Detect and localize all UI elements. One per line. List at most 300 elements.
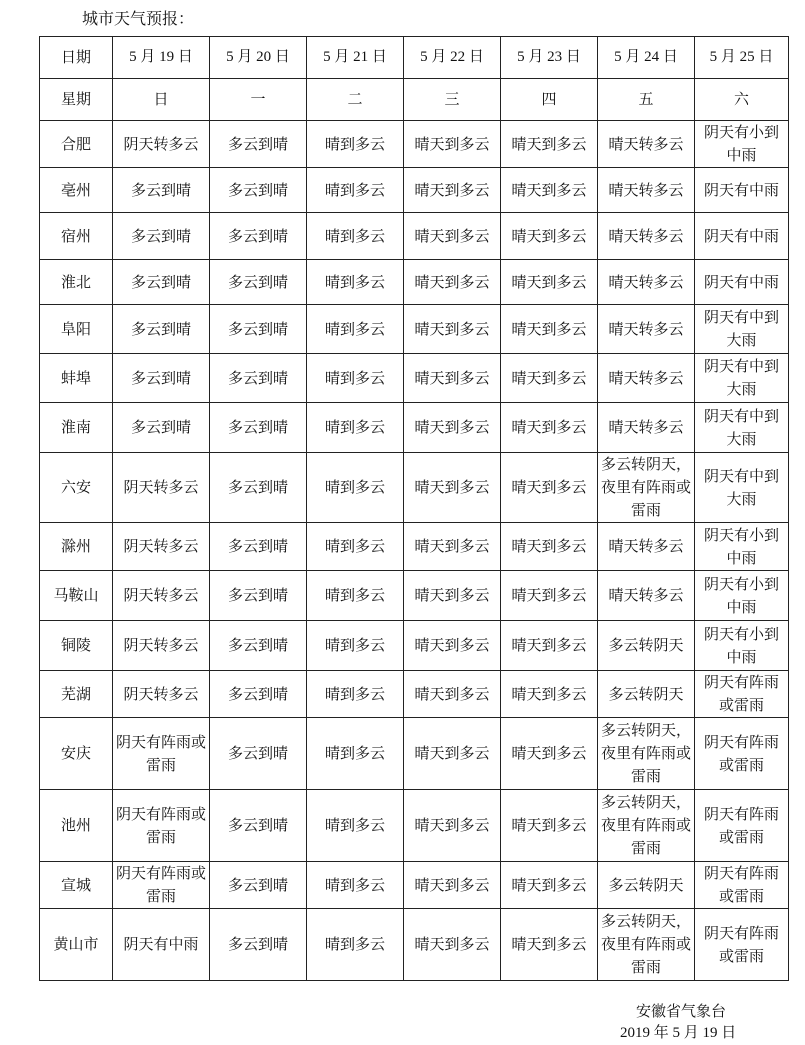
- forecast-cell-text: 多云到晴: [130, 418, 191, 436]
- city-name-cell-text: 滁州: [60, 537, 91, 555]
- forecast-cell: [598, 354, 695, 403]
- forecast-cell: [598, 790, 695, 862]
- date-cell: [307, 37, 404, 79]
- forecast-cell: [404, 453, 501, 523]
- forecast-cell: [501, 121, 598, 168]
- city-name-cell: [40, 523, 113, 571]
- forecast-cell-text: 晴天到多云: [511, 134, 587, 153]
- city-name-cell-text: 宿州: [60, 226, 91, 245]
- date-cell: [113, 37, 210, 79]
- forecast-cell-text: 晴天到多云: [414, 180, 490, 199]
- forecast-cell: [404, 909, 501, 981]
- forecast-cell-text: 晴天到多云: [414, 418, 490, 436]
- weekday-cell: [695, 79, 789, 121]
- city-name-cell-text: 池州: [60, 816, 91, 834]
- forecast-cell-text: 阴天转多云: [123, 134, 199, 153]
- forecast-cell: [113, 260, 210, 305]
- forecast-cell-text: 阴天有中雨: [123, 935, 199, 953]
- forecast-cell-text: 阴天有中雨: [703, 226, 779, 245]
- forecast-cell-text: 晴天到多云: [414, 134, 490, 153]
- forecast-cell-text: 阴天转多云: [123, 586, 199, 604]
- table-row: [40, 862, 789, 909]
- forecast-cell-text: 晴到多云: [324, 226, 385, 245]
- forecast-cell: [695, 790, 789, 862]
- forecast-cell-text: 阴天有中雨: [703, 272, 779, 291]
- weekday-cell-text: 一: [250, 90, 266, 108]
- weekday-cell: [210, 79, 307, 121]
- forecast-cell-text: 晴天到多云: [414, 478, 490, 496]
- forecast-cell-text: 阴天转多云: [123, 478, 199, 496]
- row-label-date: [40, 37, 113, 79]
- forecast-cell: [113, 718, 210, 790]
- forecast-cell: [210, 354, 307, 403]
- forecast-cell: [695, 571, 789, 621]
- forecast-cell: [695, 403, 789, 453]
- forecast-cell-text: 阴天有小到中雨: [703, 525, 779, 567]
- forecast-cell-text: 多云转阴天: [608, 875, 684, 894]
- document-title: 城市天气预报：: [82, 9, 195, 28]
- forecast-cell: [113, 213, 210, 260]
- date-cell: [404, 37, 501, 79]
- forecast-cell-text: 晴天到多云: [414, 636, 490, 654]
- forecast-cell-text: 多云转阴天，夜里有阵雨或雷雨: [600, 455, 691, 519]
- city-name-cell-text: 六安: [60, 478, 91, 496]
- weekday-header-row: [40, 79, 789, 121]
- city-name-cell-text: 亳州: [60, 180, 91, 199]
- forecast-cell-text: 多云转阴天，夜里有阵雨或雷雨: [600, 721, 691, 785]
- forecast-cell-text: 多云到晴: [130, 272, 191, 291]
- forecast-cell-text: 多云到晴: [227, 684, 288, 703]
- forecast-cell-text: 阴天有阵雨或雷雨: [703, 804, 779, 846]
- forecast-cell-text: 多云转阴天，夜里有阵雨或雷雨: [600, 793, 691, 857]
- city-name-cell-text: 宣城: [60, 875, 91, 894]
- city-name-cell: [40, 621, 113, 671]
- row-label-weekday: [40, 79, 113, 121]
- city-name-cell: [40, 790, 113, 862]
- city-name-cell-text: 马鞍山: [53, 586, 99, 604]
- forecast-cell-text: 晴天到多云: [511, 226, 587, 245]
- forecast-cell: [501, 909, 598, 981]
- forecast-cell-text: 晴到多云: [324, 418, 385, 436]
- table-row: [40, 909, 789, 981]
- forecast-cell: [404, 671, 501, 718]
- forecast-cell: [113, 621, 210, 671]
- table-row: [40, 354, 789, 403]
- forecast-cell-text: 多云到晴: [130, 180, 191, 199]
- forecast-cell-text: 晴天到多云: [511, 875, 587, 894]
- forecast-cell: [598, 305, 695, 354]
- forecast-cell-text: 阴天有小到中雨: [703, 574, 779, 616]
- forecast-cell: [598, 121, 695, 168]
- forecast-cell-text: 晴天到多云: [414, 875, 490, 894]
- forecast-cell-text: 多云到晴: [227, 636, 288, 654]
- forecast-cell: [598, 718, 695, 790]
- forecast-cell: [307, 621, 404, 671]
- forecast-cell-text: 晴天转多云: [608, 586, 684, 604]
- forecast-cell: [501, 621, 598, 671]
- forecast-cell: [695, 453, 789, 523]
- forecast-cell-text: 晴天转多云: [608, 272, 684, 291]
- forecast-cell: [307, 671, 404, 718]
- forecast-cell: [404, 354, 501, 403]
- forecast-cell-text: 阴天有阵雨或雷雨: [703, 923, 779, 965]
- forecast-cell-text: 晴天到多云: [511, 537, 587, 555]
- issuing-organization: 安徽省气象台: [636, 1002, 727, 1020]
- forecast-cell-text: 阴天有中到大雨: [703, 406, 779, 448]
- forecast-cell-text: 晴天到多云: [414, 816, 490, 834]
- forecast-cell: [113, 671, 210, 718]
- city-name-cell: [40, 213, 113, 260]
- issue-date: 2019 年 5 月 19 日: [620, 1025, 737, 1041]
- city-name-cell: [40, 718, 113, 790]
- table-row: [40, 168, 789, 213]
- forecast-cell: [404, 790, 501, 862]
- forecast-cell: [307, 718, 404, 790]
- table-row: [40, 213, 789, 260]
- date-cell: [598, 37, 695, 79]
- forecast-cell-text: 晴天到多云: [414, 319, 490, 338]
- forecast-cell: [307, 523, 404, 571]
- forecast-cell: [598, 671, 695, 718]
- forecast-cell-text: 晴天到多云: [414, 935, 490, 953]
- forecast-cell-text: 晴到多云: [324, 935, 385, 953]
- forecast-cell: [695, 523, 789, 571]
- forecast-cell-text: 晴到多云: [324, 478, 385, 496]
- forecast-cell-text: 晴天到多云: [511, 418, 587, 436]
- forecast-cell: [404, 260, 501, 305]
- forecast-cell: [501, 213, 598, 260]
- forecast-cell: [501, 718, 598, 790]
- table-row: [40, 621, 789, 671]
- forecast-cell: [210, 121, 307, 168]
- forecast-cell: [113, 790, 210, 862]
- forecast-cell: [501, 862, 598, 909]
- forecast-cell: [113, 403, 210, 453]
- forecast-cell: [501, 354, 598, 403]
- forecast-cell-text: 晴天到多云: [414, 368, 490, 387]
- forecast-cell-text: 多云到晴: [227, 319, 288, 338]
- forecast-cell-text: 晴到多云: [324, 272, 385, 291]
- forecast-cell: [307, 909, 404, 981]
- forecast-cell-text: 多云到晴: [227, 744, 288, 762]
- forecast-cell-text: 晴天转多云: [608, 368, 684, 387]
- weekday-cell: [598, 79, 695, 121]
- weekday-cell-text: 五: [638, 90, 654, 108]
- forecast-cell: [695, 305, 789, 354]
- forecast-cell: [598, 168, 695, 213]
- forecast-cell-text: 阴天转多云: [123, 636, 199, 654]
- forecast-cell: [598, 403, 695, 453]
- table-row: [40, 718, 789, 790]
- city-name-cell: [40, 571, 113, 621]
- forecast-cell: [501, 453, 598, 523]
- forecast-cell: [113, 168, 210, 213]
- forecast-cell-text: 晴天到多云: [414, 744, 490, 762]
- table-row: [40, 260, 789, 305]
- forecast-cell-text: 晴到多云: [324, 586, 385, 604]
- forecast-cell-text: 阴天有小到中雨: [703, 123, 779, 164]
- forecast-cell: [695, 909, 789, 981]
- forecast-cell: [404, 121, 501, 168]
- forecast-cell: [210, 168, 307, 213]
- forecast-cell: [210, 671, 307, 718]
- forecast-cell: [404, 718, 501, 790]
- forecast-cell: [501, 523, 598, 571]
- city-name-cell-text: 淮南: [60, 418, 91, 436]
- forecast-cell-text: 晴天转多云: [608, 134, 684, 153]
- forecast-cell-text: 多云到晴: [130, 368, 191, 387]
- weekday-cell: [113, 79, 210, 121]
- city-name-cell-text: 合肥: [60, 134, 91, 153]
- table-row: [40, 403, 789, 453]
- forecast-cell: [404, 523, 501, 571]
- forecast-cell: [404, 862, 501, 909]
- date-cell: [501, 37, 598, 79]
- forecast-cell: [404, 305, 501, 354]
- forecast-cell-text: 晴天到多云: [511, 319, 587, 338]
- forecast-cell-text: 晴天转多云: [608, 226, 684, 245]
- city-name-cell-text: 蚌埠: [60, 368, 91, 387]
- forecast-cell: [404, 621, 501, 671]
- date-cell-text: 5 月 25 日: [709, 49, 774, 65]
- forecast-cell: [598, 453, 695, 523]
- date-header-row: [40, 37, 789, 79]
- forecast-cell: [598, 260, 695, 305]
- city-name-cell-text: 淮北: [60, 272, 91, 291]
- forecast-cell-text: 多云到晴: [227, 478, 288, 496]
- forecast-cell: [501, 790, 598, 862]
- forecast-cell-text: 晴到多云: [324, 368, 385, 387]
- forecast-cell: [210, 571, 307, 621]
- forecast-cell-text: 阴天有中到大雨: [703, 466, 779, 508]
- city-name-cell: [40, 671, 113, 718]
- forecast-cell-text: 晴天到多云: [511, 586, 587, 604]
- forecast-cell: [210, 862, 307, 909]
- date-cell-text: 5 月 24 日: [614, 49, 678, 65]
- date-cell-text: 5 月 21 日: [323, 49, 387, 65]
- forecast-cell-text: 阴天有阵雨或雷雨: [115, 864, 206, 905]
- table-row: [40, 121, 789, 168]
- date-cell-text: 5 月 23 日: [517, 49, 581, 65]
- forecast-cell-text: 阴天转多云: [123, 684, 199, 703]
- forecast-cell: [307, 354, 404, 403]
- table-row: [40, 523, 789, 571]
- forecast-cell-text: 多云到晴: [130, 226, 191, 245]
- table-row: [40, 453, 789, 523]
- forecast-cell-text: 晴天转多云: [608, 418, 684, 436]
- forecast-cell: [210, 718, 307, 790]
- forecast-cell-text: 晴到多云: [324, 636, 385, 654]
- forecast-cell: [307, 168, 404, 213]
- forecast-cell-text: 阴天有小到中雨: [703, 624, 779, 666]
- table-row: [40, 305, 789, 354]
- forecast-cell: [113, 453, 210, 523]
- forecast-cell-text: 多云到晴: [227, 134, 288, 153]
- weekday-cell-text: 日: [153, 90, 169, 108]
- forecast-cell-text: 多云到晴: [227, 272, 288, 291]
- row-label-weekday-text: 星期: [60, 90, 91, 108]
- forecast-cell: [501, 168, 598, 213]
- forecast-cell-text: 阴天转多云: [123, 537, 199, 555]
- forecast-cell: [598, 213, 695, 260]
- forecast-cell-text: 晴天到多云: [414, 226, 490, 245]
- forecast-cell-text: 晴天到多云: [511, 478, 587, 496]
- weekday-cell-text: 六: [733, 90, 749, 108]
- forecast-cell-text: 多云转阴天: [608, 684, 684, 703]
- forecast-cell-text: 晴到多云: [324, 134, 385, 153]
- forecast-cell: [113, 862, 210, 909]
- city-name-cell: [40, 403, 113, 453]
- forecast-cell: [695, 621, 789, 671]
- forecast-cell-text: 晴到多云: [324, 319, 385, 338]
- forecast-cell-text: 阴天有阵雨或雷雨: [115, 732, 206, 774]
- forecast-cell-text: 多云到晴: [227, 368, 288, 387]
- forecast-cell-text: 晴到多云: [324, 684, 385, 703]
- forecast-cell-text: 晴天到多云: [511, 744, 587, 762]
- forecast-cell: [113, 571, 210, 621]
- forecast-cell: [307, 571, 404, 621]
- forecast-cell-text: 多云到晴: [227, 537, 288, 555]
- date-cell-text: 5 月 20 日: [226, 49, 290, 65]
- forecast-table-body: [40, 37, 789, 981]
- city-name-cell: [40, 862, 113, 909]
- city-name-cell: [40, 121, 113, 168]
- forecast-cell-text: 多云到晴: [130, 319, 191, 338]
- table-row: [40, 790, 789, 862]
- forecast-cell: [210, 305, 307, 354]
- forecast-cell: [598, 909, 695, 981]
- forecast-cell-text: 阴天有阵雨或雷雨: [115, 804, 206, 846]
- city-name-cell: [40, 168, 113, 213]
- forecast-cell: [210, 523, 307, 571]
- date-cell-text: 5 月 22 日: [420, 49, 484, 65]
- table-row: [40, 571, 789, 621]
- forecast-cell-text: 多云到晴: [227, 586, 288, 604]
- city-name-cell: [40, 909, 113, 981]
- city-name-cell-text: 黄山市: [53, 935, 99, 953]
- forecast-cell-text: 晴天到多云: [511, 684, 587, 703]
- forecast-cell: [695, 862, 789, 909]
- forecast-cell: [113, 909, 210, 981]
- forecast-cell-text: 晴天到多云: [511, 272, 587, 291]
- forecast-cell-text: 晴到多云: [324, 875, 385, 894]
- forecast-cell: [501, 403, 598, 453]
- forecast-cell-text: 晴天到多云: [414, 586, 490, 604]
- forecast-cell: [598, 523, 695, 571]
- forecast-cell-text: 阴天有中到大雨: [703, 357, 779, 398]
- forecast-cell: [307, 260, 404, 305]
- city-name-cell: [40, 305, 113, 354]
- forecast-cell: [501, 571, 598, 621]
- forecast-cell: [210, 621, 307, 671]
- forecast-cell-text: 晴天到多云: [511, 180, 587, 199]
- forecast-cell: [695, 213, 789, 260]
- forecast-cell: [598, 621, 695, 671]
- forecast-cell: [210, 909, 307, 981]
- date-cell: [695, 37, 789, 79]
- forecast-cell-text: 晴天转多云: [608, 319, 684, 338]
- forecast-cell: [404, 571, 501, 621]
- row-label-date-text: 日期: [60, 48, 91, 66]
- forecast-cell-text: 多云转阴天: [608, 636, 684, 654]
- city-name-cell-text: 安庆: [60, 744, 91, 762]
- forecast-cell: [404, 403, 501, 453]
- forecast-cell: [307, 121, 404, 168]
- table-row: [40, 671, 789, 718]
- forecast-cell: [695, 354, 789, 403]
- forecast-cell-text: 晴天转多云: [608, 180, 684, 199]
- forecast-cell-text: 晴到多云: [324, 537, 385, 555]
- forecast-cell: [501, 671, 598, 718]
- forecast-cell-text: 阴天有中到大雨: [703, 308, 779, 349]
- forecast-cell-text: 晴天到多云: [414, 537, 490, 555]
- forecast-cell: [307, 305, 404, 354]
- forecast-cell-text: 多云到晴: [227, 816, 288, 834]
- forecast-cell-text: 多云到晴: [227, 875, 288, 894]
- forecast-cell: [210, 260, 307, 305]
- forecast-cell: [210, 213, 307, 260]
- forecast-cell-text: 晴天转多云: [608, 537, 684, 555]
- forecast-cell: [501, 260, 598, 305]
- forecast-cell-text: 晴天到多云: [511, 816, 587, 834]
- forecast-cell: [307, 862, 404, 909]
- weekday-cell: [501, 79, 598, 121]
- forecast-cell-text: 阴天有阵雨或雷雨: [703, 673, 779, 714]
- forecast-cell: [695, 121, 789, 168]
- forecast-cell-text: 多云到晴: [227, 418, 288, 436]
- weekday-cell-text: 二: [347, 90, 363, 108]
- forecast-cell: [501, 305, 598, 354]
- forecast-cell: [404, 213, 501, 260]
- city-name-cell-text: 芜湖: [60, 684, 91, 703]
- forecast-cell-text: 晴天到多云: [511, 636, 587, 654]
- forecast-cell-text: 多云到晴: [227, 226, 288, 245]
- city-name-cell-text: 铜陵: [60, 636, 91, 654]
- forecast-cell-text: 多云到晴: [227, 180, 288, 199]
- forecast-cell: [210, 790, 307, 862]
- city-name-cell: [40, 453, 113, 523]
- forecast-cell: [404, 168, 501, 213]
- forecast-cell: [307, 213, 404, 260]
- forecast-cell-text: 晴到多云: [324, 180, 385, 199]
- city-name-cell: [40, 354, 113, 403]
- date-cell-text: 5 月 19 日: [129, 49, 193, 65]
- forecast-cell: [210, 403, 307, 453]
- forecast-cell-text: 晴到多云: [324, 816, 385, 834]
- forecast-cell-text: 晴到多云: [324, 744, 385, 762]
- forecast-cell-text: 阴天有阵雨或雷雨: [703, 732, 779, 774]
- forecast-cell-text: 晴天到多云: [511, 935, 587, 953]
- forecast-cell-text: 晴天到多云: [414, 684, 490, 703]
- weekday-cell: [404, 79, 501, 121]
- forecast-cell: [113, 305, 210, 354]
- date-cell: [210, 37, 307, 79]
- forecast-cell: [307, 403, 404, 453]
- forecast-cell: [598, 862, 695, 909]
- city-name-cell-text: 阜阳: [60, 319, 91, 338]
- forecast-cell: [307, 790, 404, 862]
- forecast-cell-text: 多云转阴天，夜里有阵雨或雷雨: [600, 912, 691, 976]
- forecast-cell: [113, 121, 210, 168]
- weekday-cell-text: 四: [541, 90, 557, 108]
- forecast-cell: [695, 671, 789, 718]
- city-name-cell: [40, 260, 113, 305]
- forecast-cell: [113, 354, 210, 403]
- forecast-cell-text: 多云到晴: [227, 935, 288, 953]
- forecast-table: [39, 36, 789, 981]
- forecast-cell: [307, 453, 404, 523]
- forecast-cell: [695, 260, 789, 305]
